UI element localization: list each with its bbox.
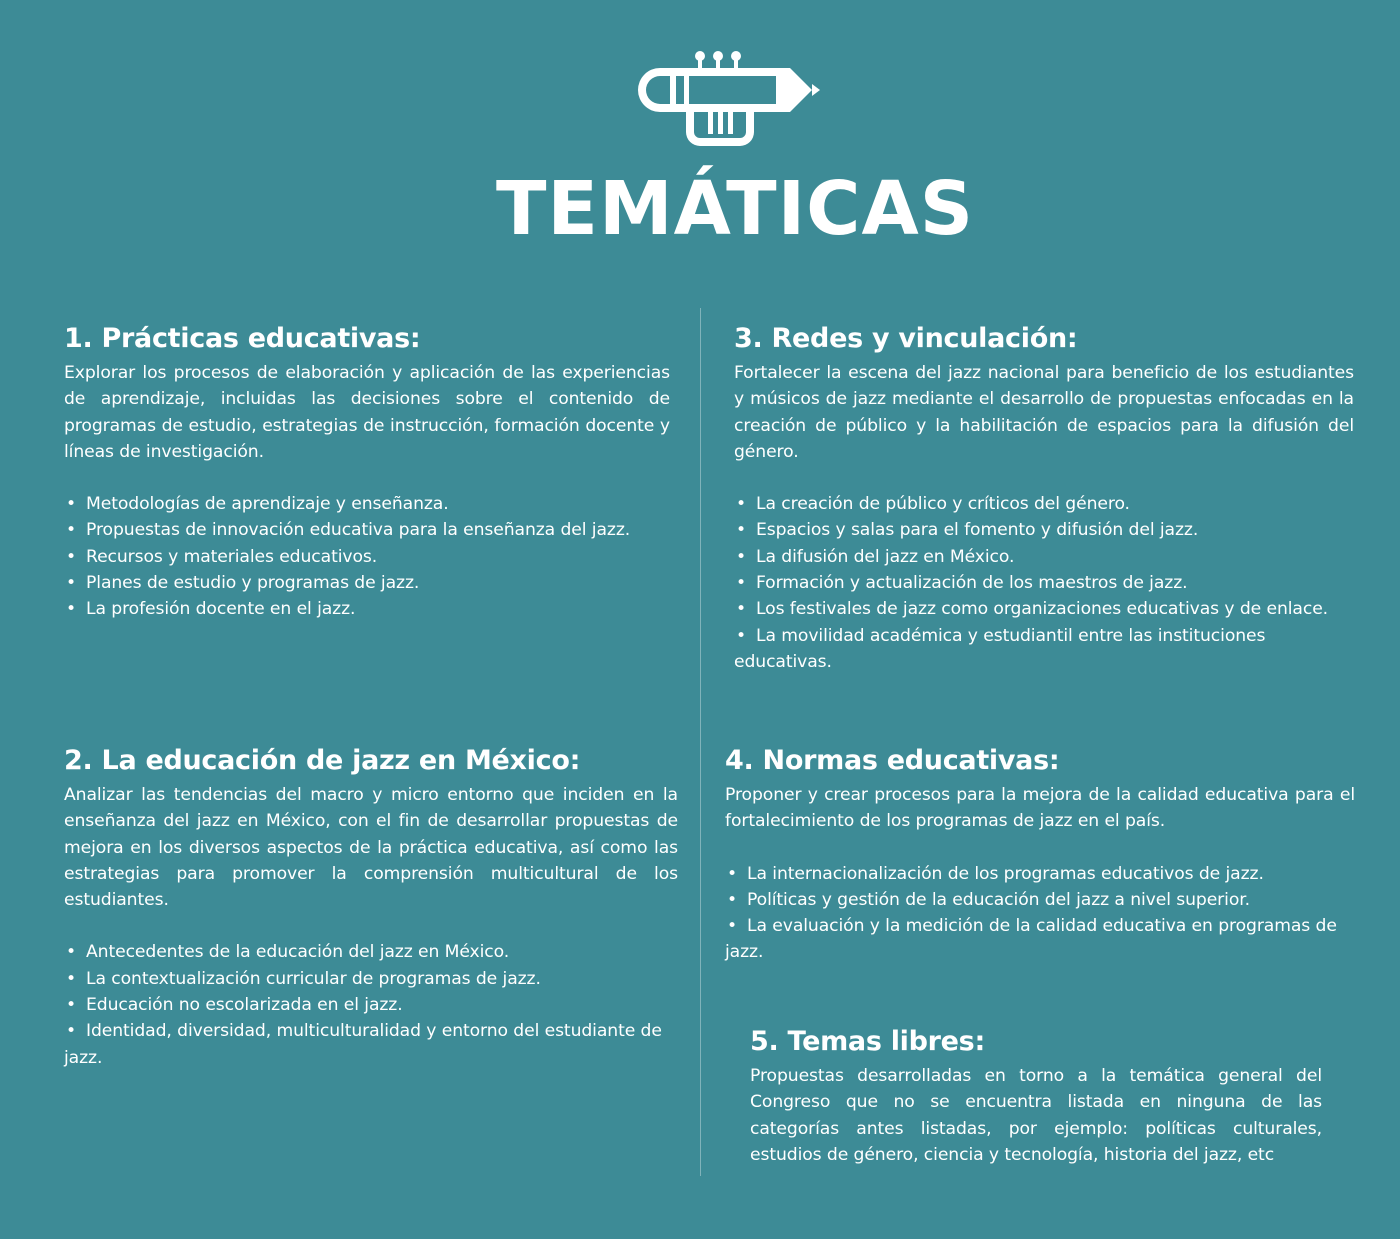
list-item: • Formación y actualización de los maestros de jazz. (736, 573, 1188, 594)
section-title: 2. La educación de jazz en México: (64, 745, 581, 776)
list-item: • La profesión docente en el jazz. (66, 599, 356, 620)
section-title: 1. Prácticas educativas: (64, 323, 421, 354)
section-description: Explorar los procesos de elaboración y aplicación de las experiencias de aprendizaje, incluidas las decisiones sobre el contenido de programas de estudio, estrategias de instrucción, formación docente y líneas de investigación. (64, 363, 670, 462)
section-normas-educativas (725, 744, 1355, 966)
list-item: • Educación no escolarizada en el jazz. (66, 995, 403, 1016)
list-item: • Espacios y salas para el fomento y difusión del jazz. (736, 520, 1199, 541)
list-item: • La difusión del jazz en México. (736, 546, 1015, 567)
list-item: • Políticas y gestión de la educación del jazz a nivel superior. (727, 889, 1250, 910)
topic-list (734, 491, 1354, 675)
section-description: Analizar las tendencias del macro y micro entorno que inciden en la enseñanza del jazz en México, con el fin de desarrollar propuestas de mejora en los diversos aspectos de la práctica educativa, así como las estrategias para promover la comprensión multicultural de los estudiantes. (64, 785, 678, 911)
page-title: TEMÁTICAS (495, 166, 975, 252)
section-redes-vinculacion (734, 322, 1354, 675)
topic-list (64, 939, 678, 1070)
section-description: Proponer y crear procesos para la mejora de la calidad educativa para el fortalecimiento de los programas de jazz en el país. (725, 785, 1355, 832)
list-item: • Recursos y materiales educativos. (66, 546, 378, 567)
section-temas-libres (750, 1025, 1322, 1168)
list-item: • La internacionalización de los programas educativos de jazz. (727, 863, 1264, 884)
list-item: • La movilidad académica y estudiantil entre las instituciones educativas. (734, 625, 1266, 672)
section-educacion-jazz-mexico (64, 744, 678, 1071)
list-item: • Los festivales de jazz como organizaciones educativas y de enlace. (736, 599, 1329, 620)
list-item: • Planes de estudio y programas de jazz. (66, 573, 420, 594)
list-item: • La evaluación y la medición de la calidad educativa en programas de jazz. (725, 916, 1337, 963)
section-description: Propuestas desarrolladas en torno a la temática general del Congreso que no se encuentra listada en ninguna de las categorías antes listadas, por ejemplo: políticas culturales, estudios de género, ciencia y tecnología, historia del jazz, etc (750, 1066, 1322, 1165)
section-description: Fortalecer la escena del jazz nacional para beneficio de los estudiantes y músicos de jazz mediante el desarrollo de propuestas enfocadas en la creación de público y la habilitación de espacios para la difusión del género. (734, 363, 1354, 462)
list-item: • Metodologías de aprendizaje y enseñanza. (66, 494, 449, 515)
section-practicas-educativas (64, 322, 670, 623)
section-title: 4. Normas educativas: (725, 745, 1060, 776)
list-item: • Propuestas de innovación educativa para la enseñanza del jazz. (66, 520, 631, 541)
list-item: • Identidad, diversidad, multiculturalidad y entorno del estudiante de jazz. (64, 1021, 662, 1068)
list-item: • La contextualización curricular de programas de jazz. (66, 968, 541, 989)
list-item: • La creación de público y críticos del género. (736, 494, 1130, 515)
trumpet-icon (630, 48, 820, 148)
list-item: • Antecedentes de la educación del jazz en México. (66, 942, 510, 963)
section-title: 3. Redes y vinculación: (734, 323, 1078, 354)
topic-list (725, 861, 1355, 966)
column-divider (700, 308, 701, 1176)
topic-list (64, 491, 670, 622)
section-title: 5. Temas libres: (750, 1026, 985, 1057)
